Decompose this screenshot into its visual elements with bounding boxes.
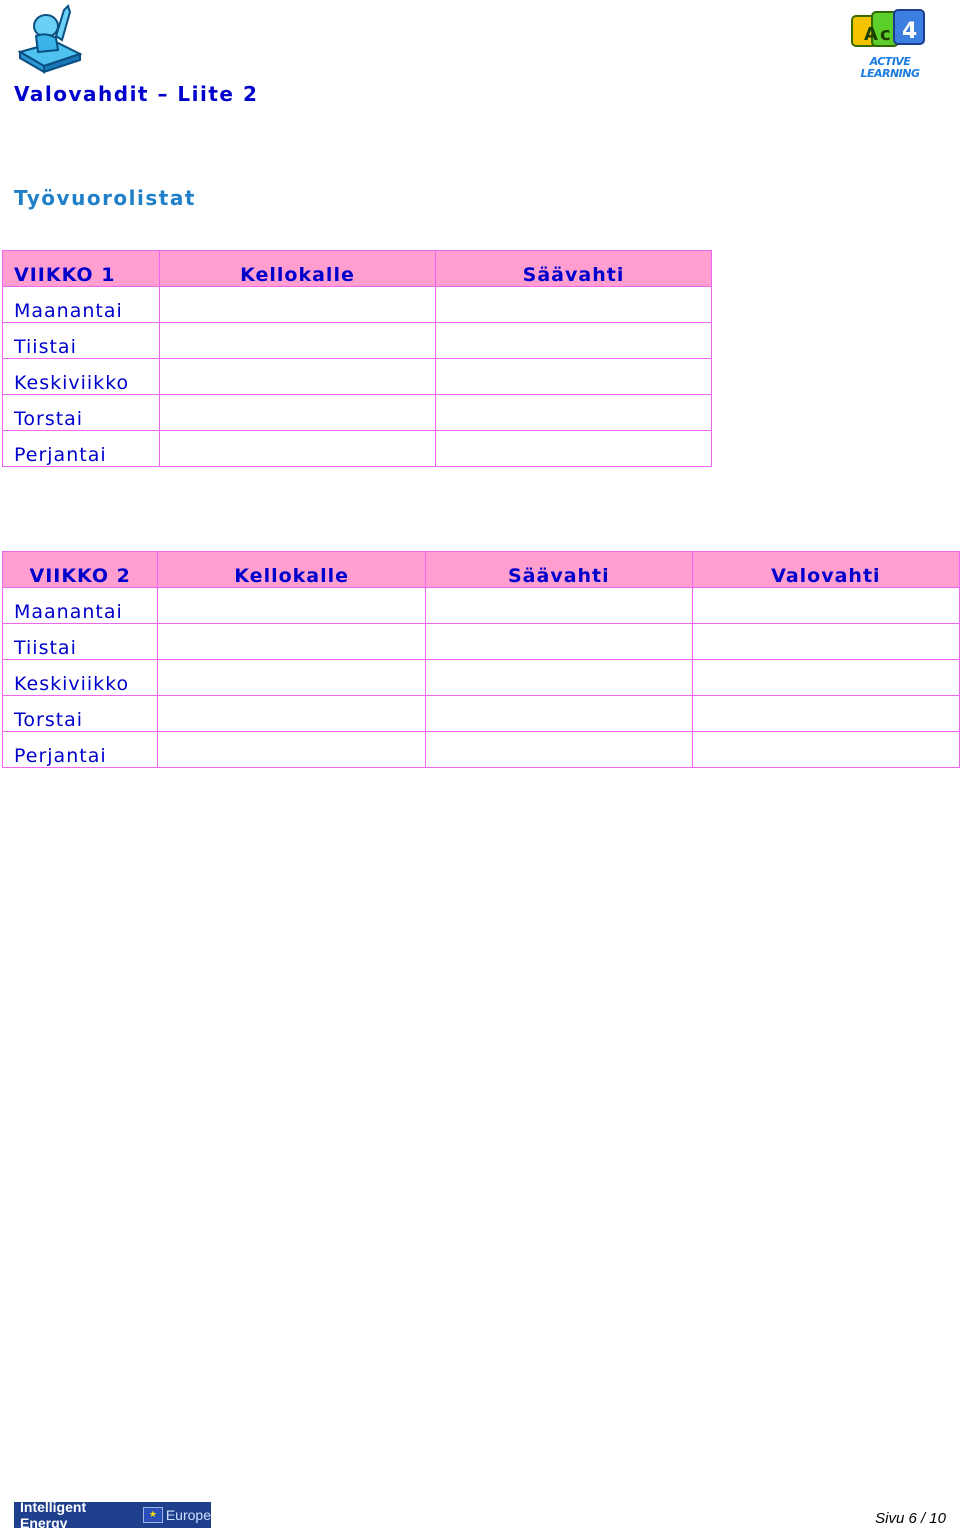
table-header-row <box>3 552 960 588</box>
schedule-cell[interactable] <box>692 660 959 696</box>
schedule-cell[interactable] <box>425 732 692 768</box>
table-row <box>3 624 960 660</box>
schedule-cell[interactable] <box>436 287 712 323</box>
logo-text-europe: Europe <box>165 1507 211 1523</box>
week-header: VIIKKO 1 <box>3 251 160 287</box>
schedule-cell[interactable] <box>160 395 436 431</box>
schedule-cell[interactable] <box>158 660 426 696</box>
day-label: Tiistai <box>3 323 160 359</box>
schedule-cell[interactable] <box>425 660 692 696</box>
active-learning-logo <box>842 6 938 80</box>
schedule-cell[interactable] <box>692 624 959 660</box>
table-row <box>3 732 960 768</box>
day-label: Keskiviikko <box>3 660 158 696</box>
column-header-saavahti: Säävahti <box>425 552 692 588</box>
puzzle-logo-icon <box>842 6 938 56</box>
brand-text: ACTIVE LEARNING <box>860 55 920 80</box>
section-title: Työvuorolistat <box>14 186 196 210</box>
schedule-cell[interactable] <box>160 323 436 359</box>
schedule-cell[interactable] <box>436 323 712 359</box>
schedule-cell[interactable] <box>436 431 712 467</box>
eu-flag-icon: ★ <box>143 1507 163 1523</box>
week-header: VIIKKO 2 <box>3 552 158 588</box>
schedule-cell[interactable] <box>425 588 692 624</box>
schedule-cell[interactable] <box>160 431 436 467</box>
table-row <box>3 696 960 732</box>
schedule-cell[interactable] <box>692 588 959 624</box>
schedule-table-week-2 <box>2 551 960 768</box>
day-label: Maanantai <box>3 287 160 323</box>
schedule-cell[interactable] <box>158 732 426 768</box>
schedule-cell[interactable] <box>160 359 436 395</box>
schedule-cell[interactable] <box>158 588 426 624</box>
schedule-cell[interactable] <box>425 624 692 660</box>
day-label: Tiistai <box>3 624 158 660</box>
table-row <box>3 588 960 624</box>
svg-text:4: 4 <box>902 19 918 44</box>
day-label: Perjantai <box>3 732 158 768</box>
svg-text:A: A <box>864 24 878 45</box>
mascot-logo-icon <box>16 2 84 74</box>
column-header-valovahti: Valovahti <box>692 552 959 588</box>
schedule-cell[interactable] <box>158 696 426 732</box>
schedule-cell[interactable] <box>436 359 712 395</box>
svg-text:c: c <box>880 24 891 45</box>
table-header-row <box>3 251 712 287</box>
day-label: Maanantai <box>3 588 158 624</box>
logo-text-intelligent-energy: Intelligent Energy <box>20 1499 87 1531</box>
schedule-cell[interactable] <box>692 696 959 732</box>
table-row <box>3 395 712 431</box>
schedule-cell[interactable] <box>692 732 959 768</box>
schedule-table-week-1 <box>2 250 712 467</box>
column-header-kellokalle: Kellokalle <box>160 251 436 287</box>
schedule-cell[interactable] <box>158 624 426 660</box>
day-label: Torstai <box>3 395 160 431</box>
schedule-cell[interactable] <box>160 287 436 323</box>
column-header-saavahti: Säävahti <box>436 251 712 287</box>
column-header-kellokalle: Kellokalle <box>158 552 426 588</box>
table-row <box>3 660 960 696</box>
table-row <box>3 323 712 359</box>
schedule-cell[interactable] <box>436 395 712 431</box>
day-label: Torstai <box>3 696 158 732</box>
page-number: Sivu 6 / 10 <box>875 1510 946 1527</box>
day-label: Perjantai <box>3 431 160 467</box>
table-row <box>3 287 712 323</box>
table-row <box>3 431 712 467</box>
table-row <box>3 359 712 395</box>
document-title: Valovahdit – Liite 2 <box>14 82 259 106</box>
schedule-cell[interactable] <box>425 696 692 732</box>
intelligent-energy-europe-logo <box>14 1499 211 1531</box>
day-label: Keskiviikko <box>3 359 160 395</box>
